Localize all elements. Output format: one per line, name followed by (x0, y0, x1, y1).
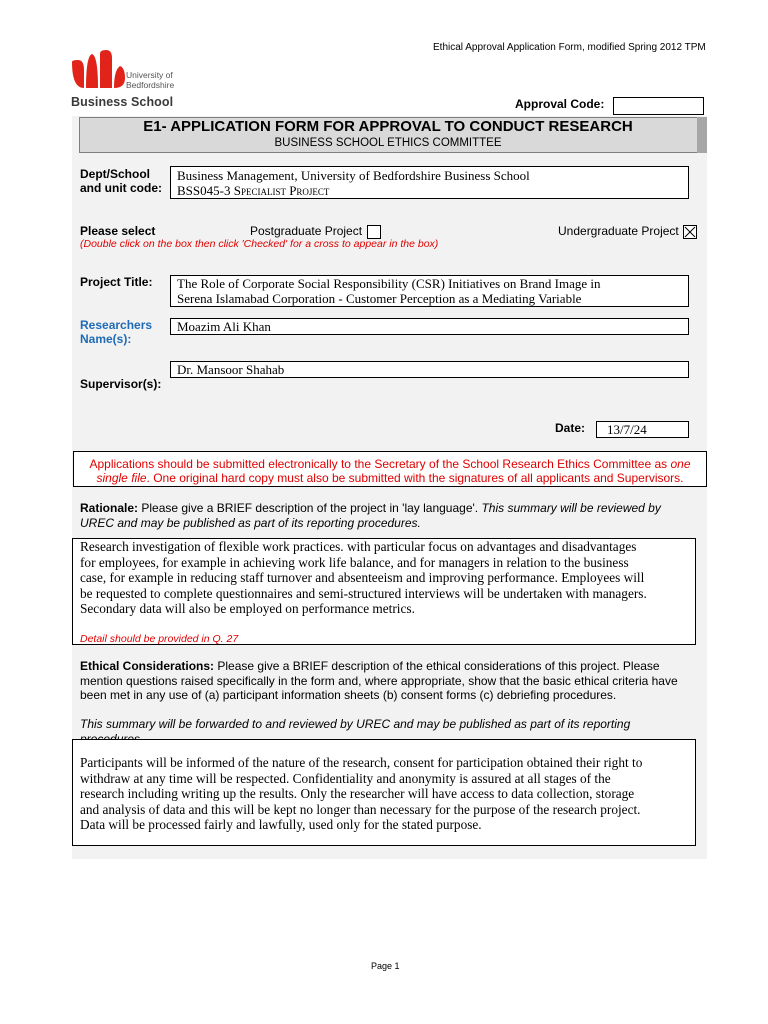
researchers-label: Researchers Name(s): (80, 318, 153, 346)
dept-line1: Business Management, University of Bedfordshire Business School (177, 168, 530, 183)
undergraduate-checkbox[interactable] (683, 225, 697, 239)
select-instruction: (Double click on the box then click 'Checked' for a cross to appear in the box) (80, 238, 439, 250)
rationale-line: Research investigation of flexible work practices. with particular focus on advantages and disadvantages (80, 539, 637, 554)
project-title-field[interactable] (170, 275, 689, 307)
project-title-label: Project Title: (80, 275, 153, 289)
ethical-line: research including writing up the results. Only the researcher will have access to data collection, storage (80, 786, 635, 801)
rationale-textbox[interactable] (72, 538, 696, 645)
page-number: Page 1 (371, 961, 400, 971)
ethical-line: withdraw at any time will be respected. Confidentiality and anonymity is assured at all stages of the (80, 770, 611, 786)
ethical-textbox[interactable] (72, 739, 696, 846)
unit-name: Specialist Project (233, 183, 330, 198)
supervisor-label: Supervisor(s): (80, 377, 162, 391)
ethical-label: Ethical Considerations: (80, 659, 215, 673)
ethical-line: Participants will be informed of the nature of the research, consent for participation obtained their right to (80, 755, 643, 770)
project-title-line2: Serena Islamabad Corporation - Customer Perception as a Mediating Variable (177, 291, 582, 306)
dept-field[interactable] (170, 166, 689, 199)
rationale-line: for employees, for example in achieving work life balance, and for managers in relation to the business (80, 554, 629, 570)
detail-note: Detail should be provided in Q. 27 (80, 632, 239, 645)
ethical-line: and analysis of data and this will be kept no longer than necessary for the purpose of the research project. (80, 801, 641, 817)
submission-notice: Applications should be submitted electronically to the Secretary of the School Research Ethics Committee as one single file. One original hard copy must also be submitted with the signatures of all applicants and Supervisors. (73, 451, 707, 487)
rationale-line: case, for example in reducing staff turnover and absenteeism and improving performance. Employees will (80, 570, 645, 585)
date-field[interactable]: 13/7/24 (596, 421, 689, 438)
logo-school-name: Business School (71, 95, 174, 109)
dept-line2 (177, 183, 682, 198)
logo-mark-icon (70, 48, 126, 92)
ethical-instructions: Ethical Considerations: Please give a BRIEF description of the ethical considerations of this project. Please mention questions raised specifically in the form and, where appropriate, show that the basic ethical criteria have been met in any use of (a) participant information sheets (b) consent forms (c) debriefing procedures. (80, 659, 678, 702)
form-version-note: Ethical Approval Application Form, modified Spring 2012 TPM (433, 42, 706, 53)
rationale-line: Secondary data will also be employed on performance metrics. (80, 601, 415, 616)
rationale-instructions: Rationale: Please give a BRIEF description of the project in 'lay language'. This summary will be reviewed by UREC and may be published as part of its reporting procedures. (80, 501, 661, 530)
ethical-review-note: This summary will be forwarded to and reviewed by UREC and may be published as part of its reporting (80, 717, 631, 731)
approval-code-field[interactable] (613, 97, 704, 115)
approval-code-label: Approval Code: (515, 97, 605, 111)
dept-label: Dept/School and unit code: (80, 167, 162, 195)
supervisor-field[interactable]: Dr. Mansoor Shahab (170, 361, 689, 378)
postgraduate-checkbox[interactable] (367, 225, 381, 239)
unit-code: BSS045-3 (177, 183, 231, 198)
project-title-line1: The Role of Corporate Social Responsibility (CSR) Initiatives on Brand Image in (177, 276, 601, 291)
rationale-line: be requested to complete questionnaires and semi-structured interviews will be undertaken with managers. (80, 585, 647, 601)
select-label: Please select (80, 224, 156, 238)
rationale-label: Rationale: (80, 501, 139, 515)
form-subtitle: BUSINESS SCHOOL ETHICS COMMITTEE (274, 137, 502, 149)
postgraduate-label: Postgraduate Project (250, 224, 363, 238)
cross-mark-icon (684, 226, 696, 238)
undergraduate-label: Undergraduate Project (558, 224, 679, 238)
form-title: E1- APPLICATION FORM FOR APPROVAL TO CONDUCT RESEARCH (143, 118, 633, 135)
date-label: Date: (555, 421, 586, 435)
logo-university-name: University of Bedfordshire (126, 70, 175, 90)
ethical-line: Data will be processed fairly and lawfully, used only for the stated purpose. (80, 817, 482, 832)
title-band-edge (697, 117, 707, 153)
researchers-field[interactable]: Moazim Ali Khan (170, 318, 689, 335)
university-logo (70, 48, 180, 110)
